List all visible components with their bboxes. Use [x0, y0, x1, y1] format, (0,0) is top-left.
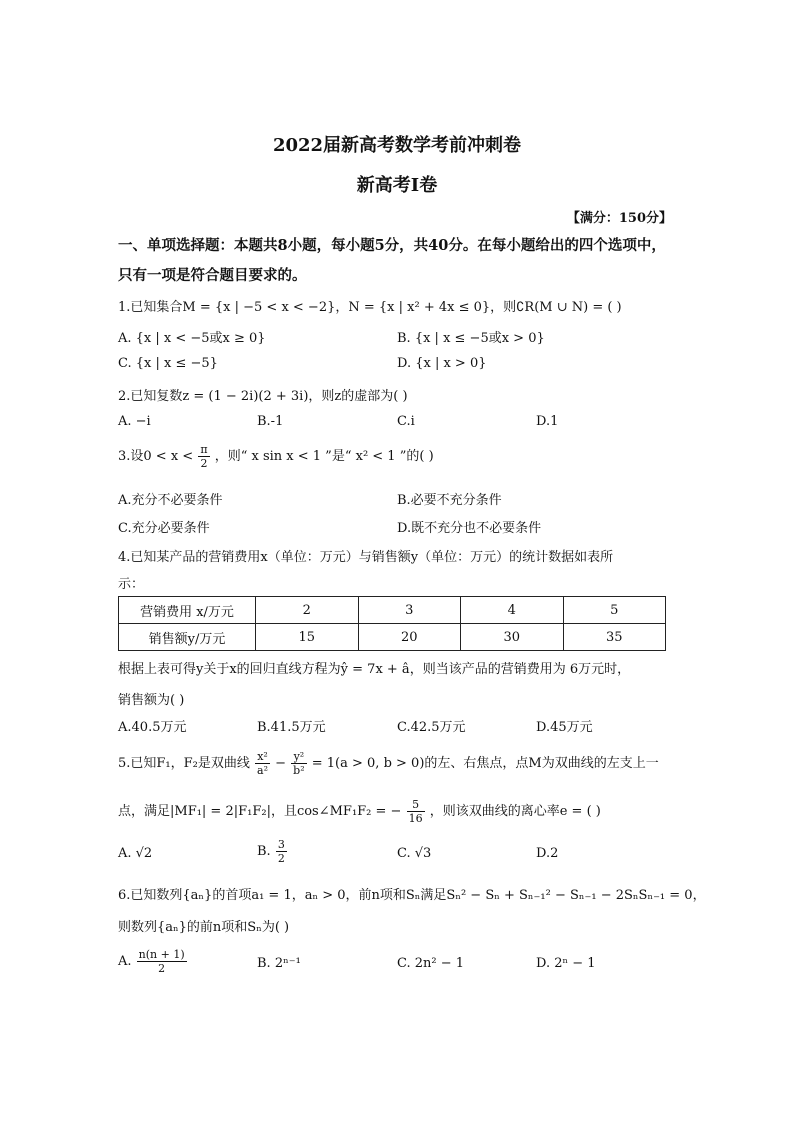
question-6-stem-line-2: 则数列{aₙ}的前n项和Sₙ为( ) [118, 920, 290, 935]
question-3-option-c: C.充分必要条件 [118, 521, 210, 536]
question-1-option-b: B. {x | x ≤ −5或x > 0} [397, 331, 545, 346]
fraction-denominator: 2 [277, 852, 285, 865]
exam-title: 2022届新高考数学考前冲刺卷 [272, 135, 522, 156]
question-2-stem: 2.已知复数z = (1 − 2i)(2 + 3i)，则z的虚部为( ) [118, 389, 408, 404]
table-cell: 4 [461, 597, 564, 624]
question-6-option-d: D. 2ⁿ − 1 [536, 956, 596, 971]
option-label: A. [118, 954, 132, 969]
question-5-option-d: D.2 [536, 846, 559, 861]
option-label: B. [257, 844, 271, 859]
question-6-option-a [118, 948, 188, 975]
question-5-stem-start: 5.已知F₁，F₂是双曲线 [118, 756, 250, 771]
question-2-option-d: D.1 [536, 414, 559, 429]
question-5-fraction-cos [407, 798, 425, 825]
question-4-after-line-1: 根据上表可得y关于x的回归直线方程为ŷ = 7x + â，则当该产品的营销费用为 6万元时， [118, 662, 631, 677]
question-6-option-c: C. 2n² − 1 [397, 956, 465, 971]
question-5-stem-line-1 [118, 750, 659, 777]
question-1-option-a: A. {x | x < −5或x ≥ 0} [118, 331, 266, 346]
question-3-option-d: D.既不充分也不必要条件 [397, 521, 542, 536]
question-4-option-c: C.42.5万元 [397, 720, 466, 735]
question-5-fraction-x [255, 750, 270, 777]
table-cell: 35 [563, 624, 666, 651]
question-2-option-a: A. −i [118, 414, 151, 429]
fraction-numerator: x² [255, 750, 270, 764]
question-2-option-c: C.i [397, 414, 415, 429]
question-4-option-b: B.41.5万元 [257, 720, 326, 735]
table-cell: 5 [563, 597, 666, 624]
option-a-fraction [137, 948, 187, 975]
question-5-line-2-end: ，则该双曲线的离心率e = ( ) [429, 804, 601, 819]
table-cell: 30 [461, 624, 564, 651]
table-row [119, 624, 666, 651]
fraction-numerator: 3 [277, 838, 285, 851]
question-5-stem-end: = 1(a > 0, b > 0)的左、右焦点，点M为双曲线的左支上一 [311, 756, 659, 771]
fraction-numerator: 5 [407, 798, 425, 812]
fraction-denominator: b² [293, 764, 305, 777]
table-row [119, 597, 666, 624]
question-1-option-d: D. {x | x > 0} [397, 356, 487, 371]
question-5-line-2-start: 点，满足|MF₁| = 2|F₁F₂|，且cos∠MF₁F₂ = − [118, 804, 402, 819]
question-3-stem-end: ，则“ x sin x < 1 ”是“ x² < 1 ”的( ) [214, 449, 434, 464]
fraction-denominator: 2 [158, 962, 166, 975]
table-cell: 20 [358, 624, 461, 651]
question-4-after-line-2: 销售额为( ) [118, 693, 185, 708]
fraction-denominator: a² [257, 764, 268, 777]
exam-subtitle: 新高考Ⅰ卷 [356, 175, 438, 196]
question-5-option-a: A. √2 [118, 846, 153, 861]
question-3-fraction [198, 443, 209, 470]
table-cell: 销售额y/万元 [119, 624, 256, 651]
question-4-stem-line-2: 示： [118, 577, 145, 592]
question-5-fraction-y [291, 750, 306, 777]
section-instructions: 一、单项选择题：本题共8小题，每小题5分，共40分。在每小题给出的四个选项中，只有一项是符合题目要求的。 [118, 237, 666, 284]
table-cell: 营销费用 x/万元 [119, 597, 256, 624]
question-3-stem [118, 443, 434, 470]
question-6-option-b: B. 2ⁿ⁻¹ [257, 956, 301, 971]
fraction-numerator: π [200, 443, 208, 456]
minus-sign: − [275, 756, 287, 771]
question-6-stem-line-1: 6.已知数列{aₙ}的首项a₁ = 1，aₙ > 0，前n项和Sₙ满足Sₙ² − Sₙ + Sₙ₋₁² − Sₙ₋₁ − 2SₙSₙ₋₁ = 0， [118, 888, 706, 903]
table-cell: 15 [256, 624, 359, 651]
question-1-stem: 1.已知集合M = {x | −5 < x < −2}，N = {x | x² + 4x ≤ 0}，则∁R(M ∪ N) = ( ) [118, 300, 622, 315]
fraction-numerator: y² [291, 750, 306, 764]
fraction-numerator: n(n + 1) [138, 948, 185, 961]
table-cell: 2 [256, 597, 359, 624]
table-cell: 3 [358, 597, 461, 624]
fraction-denominator: 16 [408, 812, 423, 825]
full-score-label: 【满分：150分】 [566, 211, 672, 226]
question-3-stem-start: 3.设0 < x < [118, 449, 194, 464]
question-1-option-c: C. {x | x ≤ −5} [118, 356, 218, 371]
question-5-stem-line-2 [118, 798, 601, 825]
option-b-fraction [276, 838, 287, 865]
question-3-option-b: B.必要不充分条件 [397, 493, 502, 508]
question-3-option-a: A.充分不必要条件 [118, 493, 223, 508]
question-2-option-b: B.-1 [257, 414, 284, 429]
fraction-denominator: 2 [200, 457, 208, 470]
question-5-option-c: C. √3 [397, 846, 432, 861]
question-4-stem-line-1: 4.已知某产品的营销费用x（单位：万元）与销售额y（单位：万元）的统计数据如表所 [118, 550, 614, 565]
question-4-option-a: A.40.5万元 [118, 720, 187, 735]
question-4-data-table [118, 596, 666, 651]
question-4-option-d: D.45万元 [536, 720, 593, 735]
question-5-option-b [257, 838, 288, 865]
